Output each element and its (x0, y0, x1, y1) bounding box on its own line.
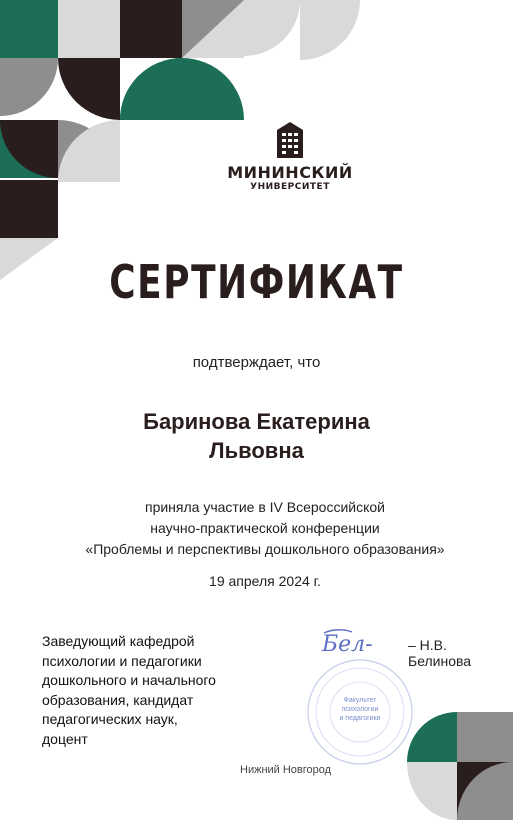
position-line4: образования, кандидат (42, 691, 194, 708)
position-line1: Заведующий кафедрой (42, 633, 195, 649)
light-block-bottom-left (360, 780, 407, 820)
stamp-line2: психологии (341, 706, 379, 713)
event-date: 19 апреля 2024 г. (209, 573, 321, 589)
signatory-position (42, 632, 272, 749)
participation-text (40, 497, 490, 560)
light-arc-bottom (407, 762, 457, 820)
certificate-title: СЕРТИФИКАТ (109, 255, 404, 309)
university-emblem-icon (277, 122, 303, 158)
handwritten-signature (318, 623, 408, 663)
university-name: МИНИНСКИЙ (227, 163, 353, 182)
stamp-text (333, 696, 387, 723)
gray-block-bottom (457, 712, 513, 762)
confirms-text: подтверждает, что (192, 354, 321, 371)
participation-line3: «Проблемы и перспективы дошкольного образования» (85, 541, 445, 557)
university-logo (200, 122, 380, 193)
recipient-name-line2: Львовна (209, 438, 304, 463)
participation-line2: научно-практической конференции (150, 520, 380, 536)
stamp-line3: и педагогики (339, 715, 381, 722)
recipient-name-line1: Баринова Екатерина (143, 409, 370, 434)
university-subtitle: УНИВЕРСИТЕТ (250, 182, 330, 192)
position-line3: дошкольного и начального (42, 672, 216, 688)
recipient-name (100, 407, 413, 465)
signatory-name: – Н.В. Белинова (408, 637, 472, 669)
position-line6: доцент (42, 730, 88, 747)
city-name: Нижний Новгород (240, 764, 332, 776)
signature-mark: Бел- (322, 632, 373, 657)
stamp-line1: Факультет (343, 697, 377, 704)
position-line2: психологии и педагогики (42, 652, 202, 669)
participation-line1: приняла участие в IV Всероссийской (144, 499, 385, 515)
position-line5: педагогических наук, (42, 711, 178, 727)
